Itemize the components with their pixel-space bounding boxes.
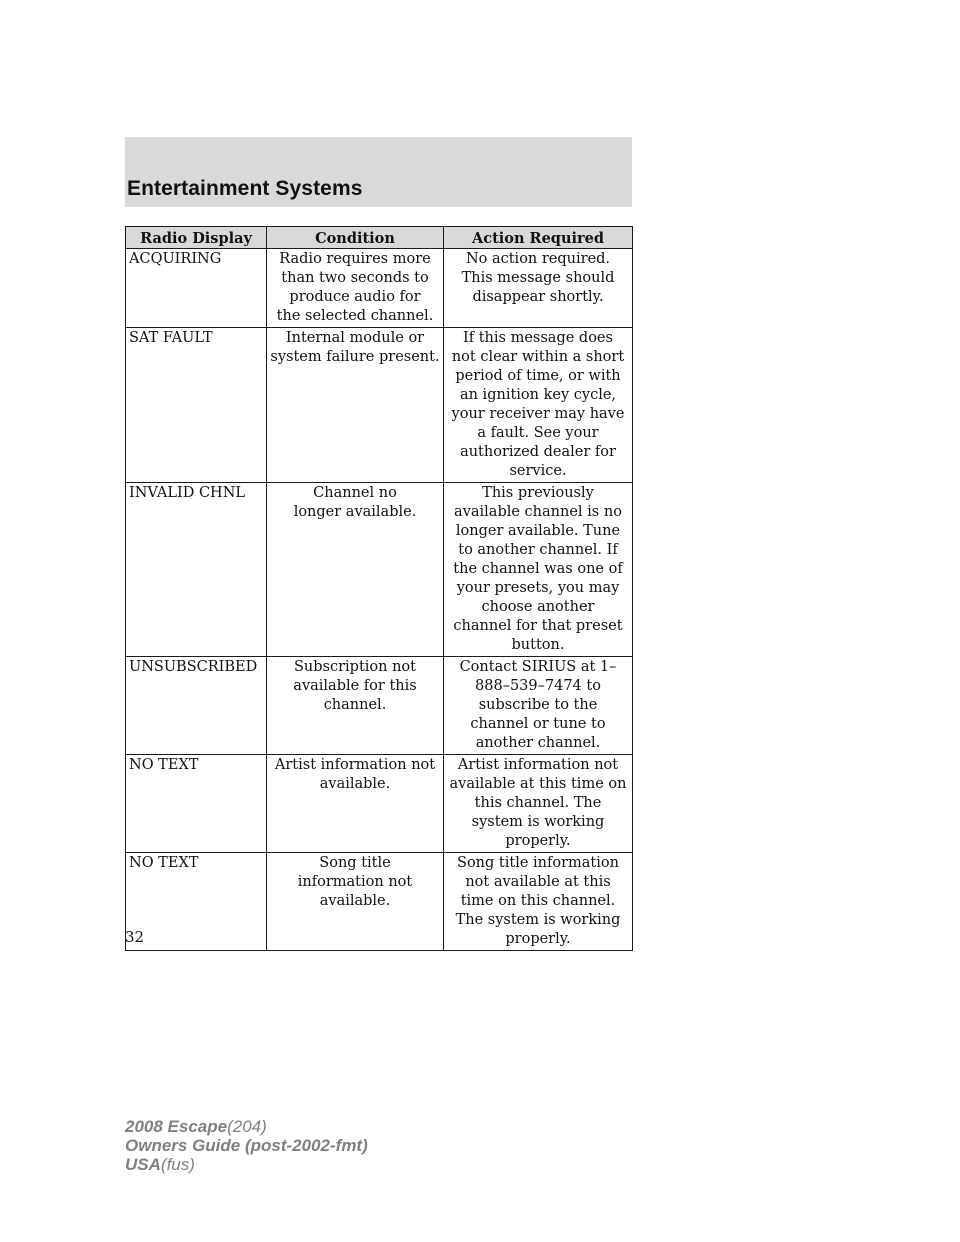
- cell-radio-display: SAT FAULT: [126, 328, 267, 483]
- section-header-band: [125, 137, 632, 207]
- cell-action-required: [444, 755, 633, 853]
- footer-market: USA: [125, 1155, 161, 1174]
- footer-market-code: (fus): [160, 1155, 195, 1174]
- table-row: [126, 328, 633, 483]
- cell-action-text: No action required. This message should disappear shortly.: [461, 251, 615, 305]
- page-number: 32: [125, 928, 145, 946]
- column-header-condition: Condition: [267, 227, 444, 249]
- radio-display-table: [125, 226, 633, 951]
- cell-condition-text: Radio requires more than two seconds to produce audio for the selected channel.: [276, 251, 434, 324]
- document-footer: [125, 1117, 368, 1174]
- footer-model-year: 2008 Escape: [125, 1117, 228, 1136]
- cell-action-text: Song title information not available at this time on this channel. The system is working properly.: [455, 855, 621, 947]
- cell-condition-text: Channel no longer available.: [293, 485, 417, 520]
- cell-action-required: [444, 249, 633, 328]
- footer-line-guide: [125, 1136, 368, 1155]
- cell-action-required: [444, 483, 633, 657]
- section-title: Entertainment Systems: [127, 177, 363, 200]
- cell-radio-display: NO TEXT: [126, 853, 267, 951]
- table-row: [126, 249, 633, 328]
- cell-condition: Internal module or system failure present.: [267, 328, 444, 483]
- column-header-radio-display: Radio Display: [126, 227, 267, 249]
- cell-condition-text: Subscription not available for this channel.: [293, 659, 417, 713]
- table-header-row: [126, 227, 633, 249]
- cell-action-text: Contact SIRIUS at 1–888–539–7474 to subscribe to the channel or tune to another channel.: [459, 659, 617, 751]
- footer-guide-title: Owners Guide (post-2002-fmt): [125, 1136, 368, 1155]
- footer-line-market: [125, 1155, 368, 1174]
- table-row: [126, 755, 633, 853]
- cell-radio-display: ACQUIRING: [126, 249, 267, 328]
- cell-action-text: Artist information not available at this time on this channel. The system is working properly.: [449, 757, 627, 849]
- cell-radio-display: INVALID CHNL: [126, 483, 267, 657]
- cell-action-text: This previously available channel is no longer available. Tune to another channel. If the channel was one of your presets, you may choose another channel for that preset button.: [453, 485, 623, 653]
- cell-condition: [267, 483, 444, 657]
- cell-action-required: [444, 657, 633, 755]
- cell-action-text: If this message does not clear within a short period of time, or with an ignition key cycle, your receiver may have a fault. See your authorized dealer for service.: [451, 330, 625, 479]
- footer-model-code: (204): [227, 1117, 267, 1136]
- table-row: [126, 853, 633, 951]
- cell-action-required: [444, 328, 633, 483]
- cell-radio-display: UNSUBSCRIBED: [126, 657, 267, 755]
- cell-radio-display: NO TEXT: [126, 755, 267, 853]
- cell-condition: Artist information not available.: [267, 755, 444, 853]
- cell-condition-text: Song title information not available.: [297, 855, 413, 909]
- cell-action-required: [444, 853, 633, 951]
- cell-condition: [267, 657, 444, 755]
- table-row: [126, 657, 633, 755]
- table-row: [126, 483, 633, 657]
- footer-line-model: [125, 1117, 368, 1136]
- cell-condition: [267, 853, 444, 951]
- column-header-action-required: Action Required: [444, 227, 633, 249]
- cell-condition: [267, 249, 444, 328]
